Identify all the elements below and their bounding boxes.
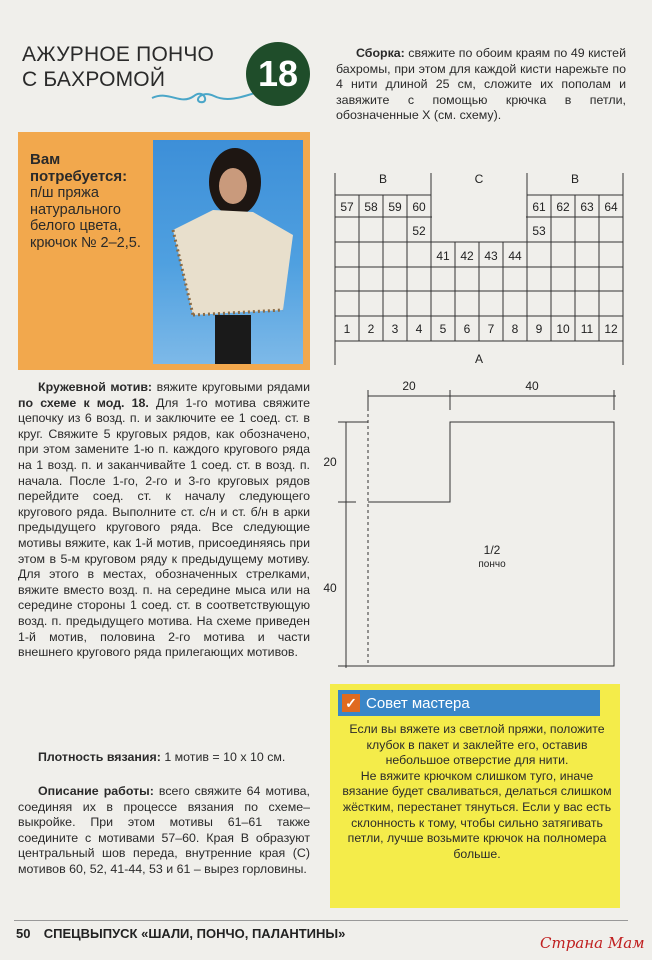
grid-cell: 10 (556, 322, 570, 336)
grid-cell: 1 (343, 322, 351, 336)
pattern-schematic (316, 378, 626, 678)
poncho-model-illustration (153, 140, 303, 364)
watermark-logo: Страна Мам (540, 934, 645, 952)
grid-cell: 62 (556, 200, 570, 214)
dim-left-bottom: 40 (323, 581, 337, 595)
grid-cell: 52 (412, 224, 426, 238)
grid-cell: 7 (487, 322, 495, 336)
grid-cell: 44 (508, 249, 522, 263)
grid-cell: 12 (604, 322, 618, 336)
grid-cell: 6 (463, 322, 471, 336)
lace-motif-intro: вяжите круговыми рядами (152, 380, 310, 394)
title-line-1: АЖУРНОЕ ПОНЧО (22, 43, 215, 66)
pattern-center-label-1: 1/2 (483, 543, 501, 557)
tip-heading-bar (338, 690, 600, 716)
dim-top-right: 40 (525, 379, 539, 393)
page-number: 50 (16, 926, 31, 941)
density-value: 1 мотив = 10 x 10 см. (160, 750, 286, 764)
density-text (18, 750, 310, 766)
grid-cell: 43 (484, 249, 498, 263)
assembly-heading: Сборка: (356, 46, 405, 60)
grid-cell: 63 (580, 200, 594, 214)
model-number-badge: 18 (246, 42, 310, 106)
grid-cell: 64 (604, 200, 618, 214)
grid-label-b-left: В (378, 172, 388, 186)
grid-cell: 4 (415, 322, 423, 336)
article-title (22, 42, 252, 92)
requirements-body: п/ш пряжа натурального белого цвета, крючок № 2–2,5. (30, 185, 141, 251)
grid-cell: 57 (340, 200, 354, 214)
lace-motif-scheme-ref: по схеме к мод. 18. (18, 395, 149, 410)
grid-label-a: А (474, 352, 484, 366)
title-line-2: С БАХРОМОЙ (22, 68, 166, 91)
grid-cell: 3 (391, 322, 399, 336)
page-footer (16, 926, 345, 941)
grid-label-c: С (474, 172, 484, 186)
requirements-heading: Вам потребуется: (30, 151, 128, 185)
grid-cell: 60 (412, 200, 426, 214)
tip-text (342, 722, 612, 862)
description-heading: Описание работы: (38, 784, 154, 798)
assembly-body: свяжите по обоим краям по 49 кистей бахромы, при этом для каждой кисти нарежьте по 4 нити длиной 25 см, сложите их пополам и завяжите с помощью крючка в петли, обозначенные Х (см. схему). (336, 46, 626, 123)
density-heading: Плотность вязания: (38, 750, 161, 764)
lace-motif-body: Для 1-го мотива свяжите цепочку из 6 возд. п. и заключите ее 1 соед. ст. в круг. Свяжите 5 круговых рядов, как обозначено, при этом замените 1-ю п. каждого кругового ряда на 1 возд. п. и заканчивайте 1 соед. ст. в возд. п. начала. После 1-го, 2-го и 3-го круговых рядов перейдите соед. ст. к началу следующего кругового ряда. Выполните ст. с/н и ст. б/н в арки предыдущего кругового ряда. Все следующие мотивы вяжите, как 1-й мотив, присоединяясь при этом в 5-м круговом ряду к предыдущему мотиву. Для этого в местах, обозначенных стрелками, вяжите вместо возд. п. на середине мыса или на середине стороны 1 соед. ст. в соответствующую возд. п. предыдущего мотива. На схеме приведен 1-й мотив, половина 2-го мотива и части внешнего кругового ряда прилегающих мотивов. (18, 395, 310, 660)
tip-heading: Совет мастера (366, 694, 470, 712)
dim-top-left: 20 (402, 379, 416, 393)
check-icon: ✓ (342, 694, 360, 712)
lace-motif-heading: Кружевной мотив: (38, 380, 153, 394)
motif-grid-diagram (330, 165, 630, 375)
grid-cell: 11 (580, 322, 594, 336)
dim-left-top: 20 (323, 455, 337, 469)
tip-paragraph-1: Если вы вяжете из светлой пряжи, положите клубок в пакет и заклейте его, оставив небольшое отверстие для нити. (349, 722, 605, 768)
work-description-text (18, 784, 310, 878)
footer-rule (14, 920, 628, 921)
pattern-center-label-2: пончо (478, 559, 506, 570)
grid-label-b-right: В (570, 172, 580, 186)
model-photo (153, 140, 303, 364)
grid-cell: 9 (535, 322, 543, 336)
grid-cell: 8 (511, 322, 519, 336)
grid-cell: 58 (364, 200, 378, 214)
grid-cell: 61 (532, 200, 546, 214)
issue-title: СПЕЦВЫПУСК «ШАЛИ, ПОНЧО, ПАЛАНТИНЫ» (43, 926, 346, 941)
grid-cell: 2 (367, 322, 375, 336)
grid-cell: 53 (532, 224, 546, 238)
grid-cell: 41 (436, 249, 450, 263)
lace-motif-text (18, 380, 310, 661)
description-body: всего свяжите 64 мотива, соединяя их в процессе вязания по схеме–выкройке. При этом мотивы 61–61 также соедините с мотивами 57–60. Края В образуют центральный шов переда, внутренние края (С) мотивов 60, 52, 41-44, 53 и 61 – вырез горловины. (18, 784, 311, 876)
grid-cell: 5 (439, 322, 447, 336)
requirements-text (30, 152, 155, 251)
grid-cell: 42 (460, 249, 474, 263)
tip-paragraph-2: Не вяжите крючком слишком туго, иначе вязание будет сваливаться, делаться слишком жёстким, перестанет тянуться. Если у вас есть склонность к тому, чтобы сильно затягивать петли, лучше возьмите крючок на полномера больше. (342, 768, 612, 861)
assembly-text (336, 46, 626, 124)
grid-cell: 59 (388, 200, 402, 214)
decorative-swirl (150, 86, 260, 108)
